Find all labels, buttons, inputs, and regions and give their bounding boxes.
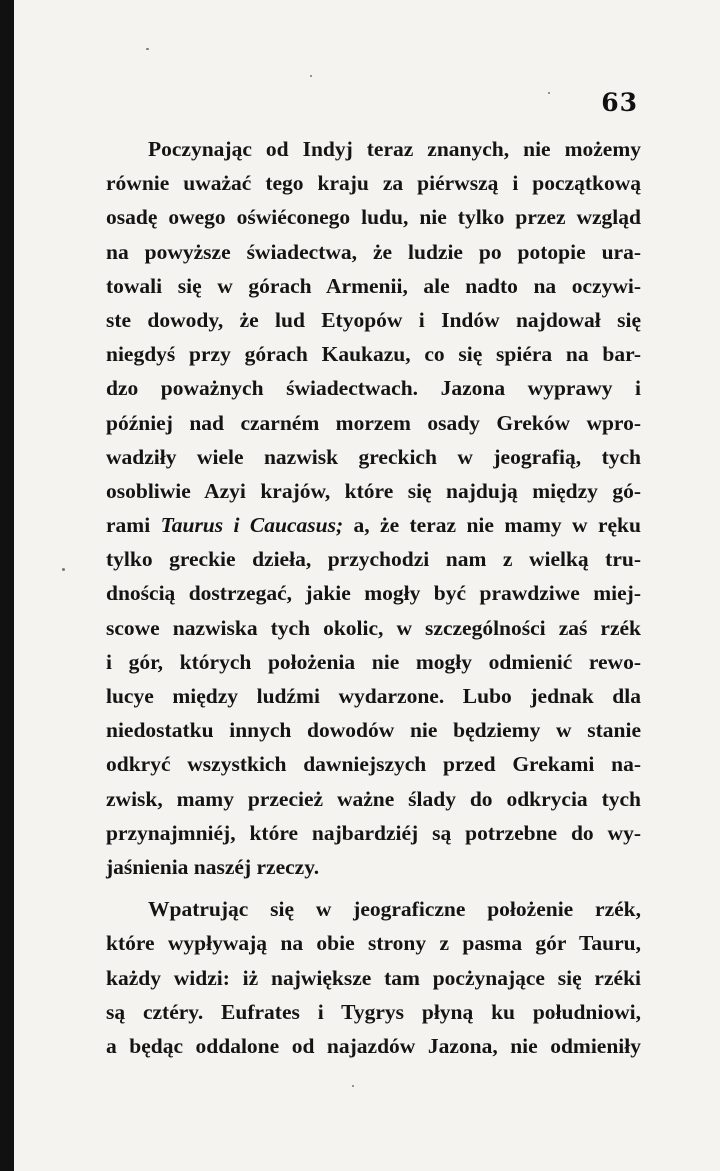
text-line: jaśnienia naszéj rzeczy. [106, 854, 320, 879]
text-line: tylko greckie dzieła, przychodzi nam z wielką tru- [106, 547, 641, 572]
body-text [106, 132, 641, 1063]
text-line: niegdyś przy górach Kaukazu, co się spiéra na bar- [106, 342, 641, 367]
text-line: później nad czarném morzem osady Greków wpro- [106, 410, 641, 435]
paper-speck [548, 92, 550, 94]
text-line-with-italic [106, 508, 641, 542]
text-line: niedostatku innych dowodów nie będziemy w stanie [106, 718, 641, 743]
text-line: osobliwie Azyi krajów, które się najdują między gó- [106, 478, 641, 503]
italic-place-names: Taurus i Caucasus; [160, 513, 344, 538]
text-line: zwisk, mamy przecież ważne ślady do odkrycia tych [106, 786, 641, 811]
text-line: każdy widzi: iż największe tam pocżynające się rzéki [106, 965, 641, 990]
text-segment: a, że teraz nie mamy w ręku [343, 513, 641, 538]
paragraph-gap [106, 884, 641, 892]
text-line: dzo poważnych świadectwach. Jazona wyprawy i [106, 376, 641, 401]
paper-speck [352, 1085, 354, 1087]
text-line: wadziły wiele nazwisk greckich w jeografią, tych [106, 444, 641, 469]
text-line: scowe nazwiska tych okolic, w szczególności zaś rzék [106, 615, 641, 640]
text-line: są cztéry. Eufrates i Tygrys płyną ku południowi, [106, 999, 641, 1024]
paragraph [106, 132, 641, 884]
paper-speck [146, 48, 149, 50]
paragraph [106, 892, 641, 1063]
paper-speck [62, 568, 65, 571]
page-binding-edge [0, 0, 14, 1171]
text-line: ste dowody, że lud Etyopów i Indów najdował się [106, 307, 641, 332]
page-number: 63 [601, 88, 638, 117]
text-line: Wpatrując się w jeograficzne położenie rzék, [148, 897, 641, 922]
paper-speck [310, 75, 312, 77]
text-line: i gór, których położenia nie mogły odmienić rewo- [106, 649, 641, 674]
text-line: towali się w górach Armenii, ale nadto na oczywi- [106, 273, 641, 298]
text-line: przynajmniéj, które najbardziéj są potrzebne do wy- [106, 820, 641, 845]
text-line: lucye między ludźmi wydarzone. Lubo jednak dla [106, 684, 641, 708]
text-line: dnością dostrzegać, jakie mogły być prawdziwe miej- [106, 581, 641, 606]
text-line: a będąc oddalone od najazdów Jazona, nie odmieniły [106, 1033, 641, 1058]
text-line: odkryć wszystkich dawniejszych przed Grekami na- [106, 752, 641, 777]
text-line: które wypływają na obie strony z pasma gór Tauru, [106, 931, 641, 956]
text-line: równie uważać tego kraju za piérwszą i początkową [106, 171, 641, 196]
text-line: na powyższe świadectwa, że ludzie po potopie ura- [106, 239, 641, 264]
text-segment: rami [106, 513, 161, 538]
text-line: osadę owego oświéconego ludu, nie tylko przez wzgląd [106, 205, 641, 230]
text-line: Poczynając od Indyj teraz znanych, nie możemy [148, 137, 641, 161]
